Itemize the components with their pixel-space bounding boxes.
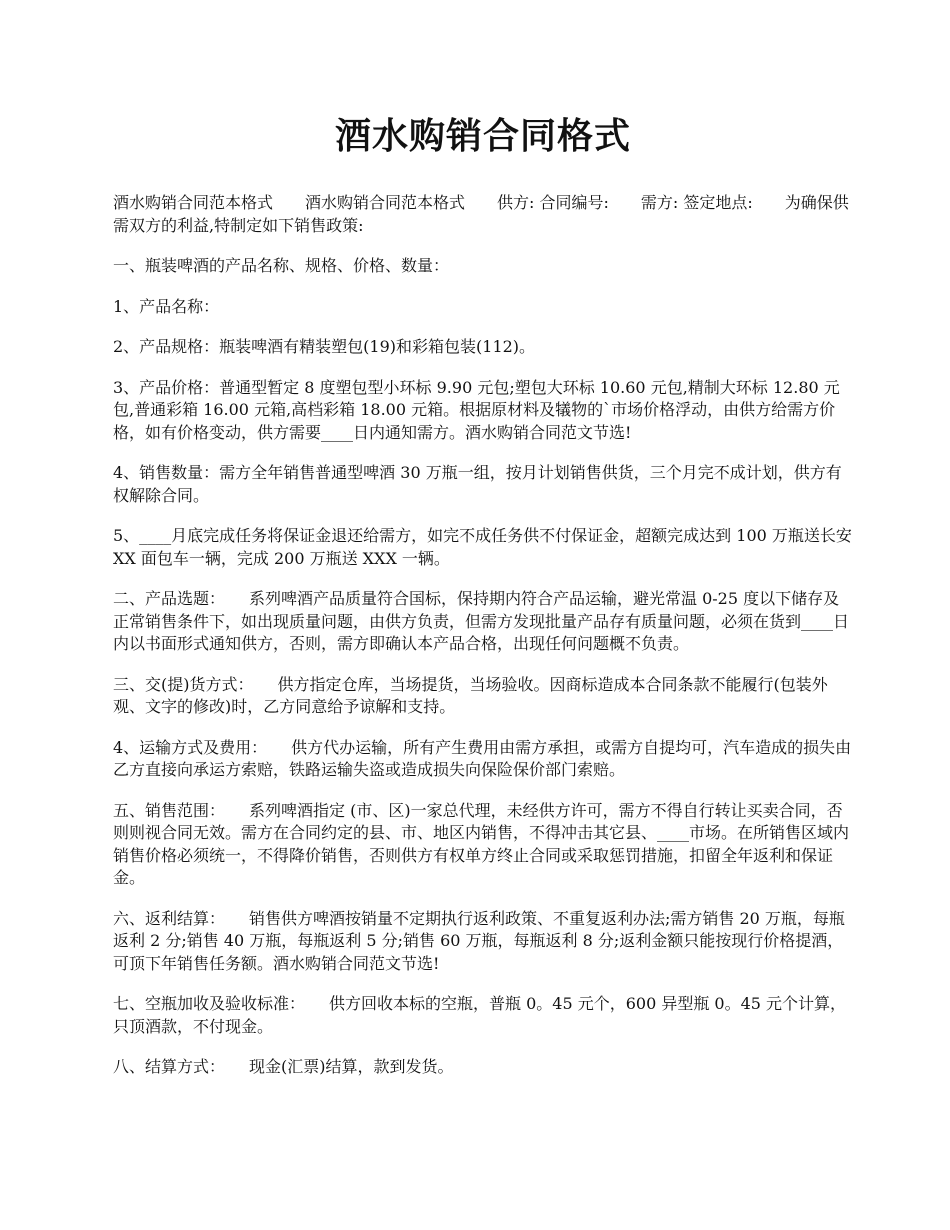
paragraph-settlement: 八、结算方式： 现金(汇票)结算，款到发货。 — [113, 1057, 454, 1076]
paragraph-rebate: 六、返利结算： 销售供方啤酒按销量不定期执行返利政策、不重复返利办法;需方销售 20 万瓶，每瓶返利 2 分;销售 40 万瓶，每瓶返利 5 分;销售 60 万瓶，每瓶返利 8 分;返利金额只能按现行价格提酒，可顶下年销售任务额。酒水购销合同范文节选! — [113, 908, 845, 973]
paragraph-sales-quantity: 4、销售数量：需方全年销售普通型啤酒 30 万瓶一组，按月计划销售供货，三个月完不成计划，供方有权解除合同。 — [113, 463, 842, 505]
paragraph-empty-bottles: 七、空瓶加收及验收标准： 供方回收本标的空瓶，普瓶 0。45 元个，600 异型瓶 0。45 元个计算，只顶酒款，不付现金。 — [113, 994, 847, 1036]
paragraph-product-quality: 二、产品选题： 系列啤酒产品质量符合国标，保持期内符合产品运输，避光常温 0-25 度以下储存及正常销售条件下，如出现质量问题，由供方负责，但需方发现批量产品存有质量问题，必须在货到____日内以书面形式通知供方，否则，需方即确认本产品合格，出现任何问题概不负责。 — [113, 589, 850, 653]
paragraph-section-1-heading: 一、瓶装啤酒的产品名称、规格、价格、数量： — [113, 256, 450, 275]
paragraph-product-price: 3、产品价格：普通型暂定 8 度塑包型小环标 9.90 元包;塑包大环标 10.60 元包,精制大环标 12.80 元包,普通彩箱 16.00 元箱,高档彩箱 18.00 元箱。根据原材料及犠物的`市场价格浮动，由供方给需方价格，如有价格变动，供方需要____日内通知需方。酒水购销合同范文节选! — [113, 377, 840, 442]
paragraph-transport: 4、运输方式及费用： 供方代办运输，所有产生费用由需方承担，或需方自提均可，汽车造成的损失由乙方直接向承运方索赔，铁路运输失盗或造成损失向保险保价部门索赔。 — [113, 737, 852, 779]
document-title: 酒水购销合同格式 — [334, 115, 631, 157]
paragraph-delivery-method: 三、交(提)货方式： 供方指定仓库，当场提货，当场验收。因商标造成本合同条款不能履行(包装外观、文字的修改)时，乙方同意给予谅解和支持。 — [113, 674, 828, 716]
paragraph-product-name: 1、产品名称： — [113, 296, 220, 316]
paragraph-deposit: 5、____月底完成任务将保证金退还给需方，如完不成任务供不付保证金，超额完成达到 100 万瓶送长安 XX 面包车一辆，完成 200 万瓶送 XXX 一辆。 — [113, 526, 857, 568]
paragraph-sales-scope: 五、销售范围： 系列啤酒指定 (市、区)一家总代理，未经供方许可，需方不得自行转让买卖合同，否则则视合同无效。需方在合同约定的县、市、地区内销售，不得冲击其它县、____市场。在所销售区域内销售价格必须统一，不得降价销售，否则供方有权单方终止合同或采取惩罚措施，扣留全年返利和保证金。 — [113, 800, 850, 887]
paragraph-intro: 酒水购销合同范本格式 酒水购销合同范本格式 供方: 合同编号: 需方: 签定地点: 为确保供需双方的利益,特制定如下销售政策: — [113, 193, 849, 235]
paragraph-product-spec: 2、产品规格：瓶装啤酒有精装塑包(19)和彩箱包装(112)。 — [113, 337, 536, 356]
document-page — [113, 110, 857, 1097]
